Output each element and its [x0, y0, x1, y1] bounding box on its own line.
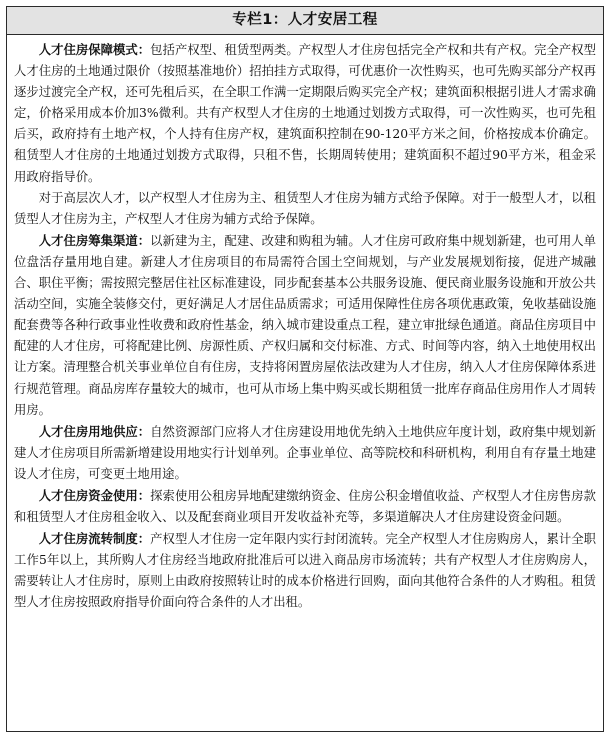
paragraph-lead: 人才住房筹集渠道： [38, 232, 151, 248]
paragraph-lead: 人才住房用地供应： [38, 423, 151, 439]
paragraph-lead: 人才住房保障模式： [38, 42, 151, 57]
paragraph-text: 自然资源部门应将人才住房建设用地优先纳入土地供应年度计划，政府集中规划新建人才住房项目所需新增建设用地实行计划单列。企事业单位、高等院校和科研机构，利用自有存量土地建设人才住房，可变更土地用途。 [14, 424, 597, 481]
paragraph-sourcing-channels [14, 230, 596, 421]
paragraph-text: 产权型人才住房一定年限内实行封闭流转。完全产权型人才住房购房人，累计全职工作5年以上，其所购人才住房经当地政府批准后可以进入商品房市场流转；共有产权型人才住房购房人，需要转让人才住房时，原则上由政府按照转让时的成本价格进行回购，面向其他符合条件的人才购租。租赁型人才住房按照政府指导价面向符合条件的人才出租。 [14, 532, 597, 610]
paragraph-text: 以新建为主，配建、改建和购租为辅。人才住房可政府集中规划新建，也可用人单位盘活存量用地自建。新建人才住房项目的布局需符合国土空间规划，与产业发展规划衔接，促进产城融合、职住平衡；需按照完整居住社区标准建设，同步配套基本公共服务设施、便民商业服务设施和开放公共活动空间，实施全装修交付，更好满足人才居住品质需求；可适用保障性住房各项优惠政策，免收基础设施配套费等各种行政事业性收费和政府性基金，纳入城市建设重点工程，建立审批绿色通道。商品住房项目中配建的人才住房，可将配建比例、房源性质、产权归属和交付标准、方式、时间等内容，纳入土地使用权出让方案。清理整合机关事业单位自有住房，支持将闲置房屋依法改建为人才住房，纳入人才住房保障体系进行规范管理。商品房库存量较大的城市，也可从市场上集中购买或长期租赁一批库存商品住房用作人才周转用房。 [14, 233, 597, 417]
paragraph-funding [14, 485, 596, 528]
paragraph-lead: 人才住房资金使用： [38, 487, 151, 503]
paragraph-circulation [14, 528, 596, 613]
box-body [7, 35, 603, 614]
paragraph-text: 包括产权型、租赁型两类。产权型人才住房包括完全产权和共有产权。完全产权型人才住房的土地通过限价（按照基准地价）招拍挂方式取得，可优惠价一次性购买，也可先购买部分产权再逐步过渡完全产权，还可先租后买，在全职工作满一定期限后购买完全产权；建筑面积根据引进人才需求确定，价格采用成本价加3%微利。共有产权型人才住房的土地通过划拨方式取得，可一次性购买，也可先租后买，政府持有土地产权，个人持有住房产权，建筑面积控制在90-120平方米之间，价格按成本价确定。租赁型人才住房的土地通过划拨方式取得，只租不售，长期周转使用；建筑面积不超过90平方米，租金采用政府指导价。 [14, 43, 597, 184]
paragraph-text: 对于高层次人才，以产权型人才住房为主、租赁型人才住房为辅方式给予保障。对于一般型人才，以租赁型人才住房为主，产权型人才住房为辅方式给予保障。 [14, 190, 596, 226]
policy-column-box [6, 6, 604, 732]
box-title: 专栏1：人才安居工程 [7, 7, 603, 35]
paragraph-housing-modes [14, 39, 596, 188]
paragraph-lead: 人才住房流转制度： [38, 531, 151, 547]
paragraph-text: 探索使用公租房异地配建缴纳资金、住房公积金增值收益、产权型人才住房售房款和租赁型人才住房租金收入、以及配套商业项目开发收益补充等，多渠道解决人才住房建设资金问题。 [14, 488, 597, 525]
paragraph-land-supply [14, 421, 596, 485]
paragraph-talent-tiers [14, 188, 596, 230]
